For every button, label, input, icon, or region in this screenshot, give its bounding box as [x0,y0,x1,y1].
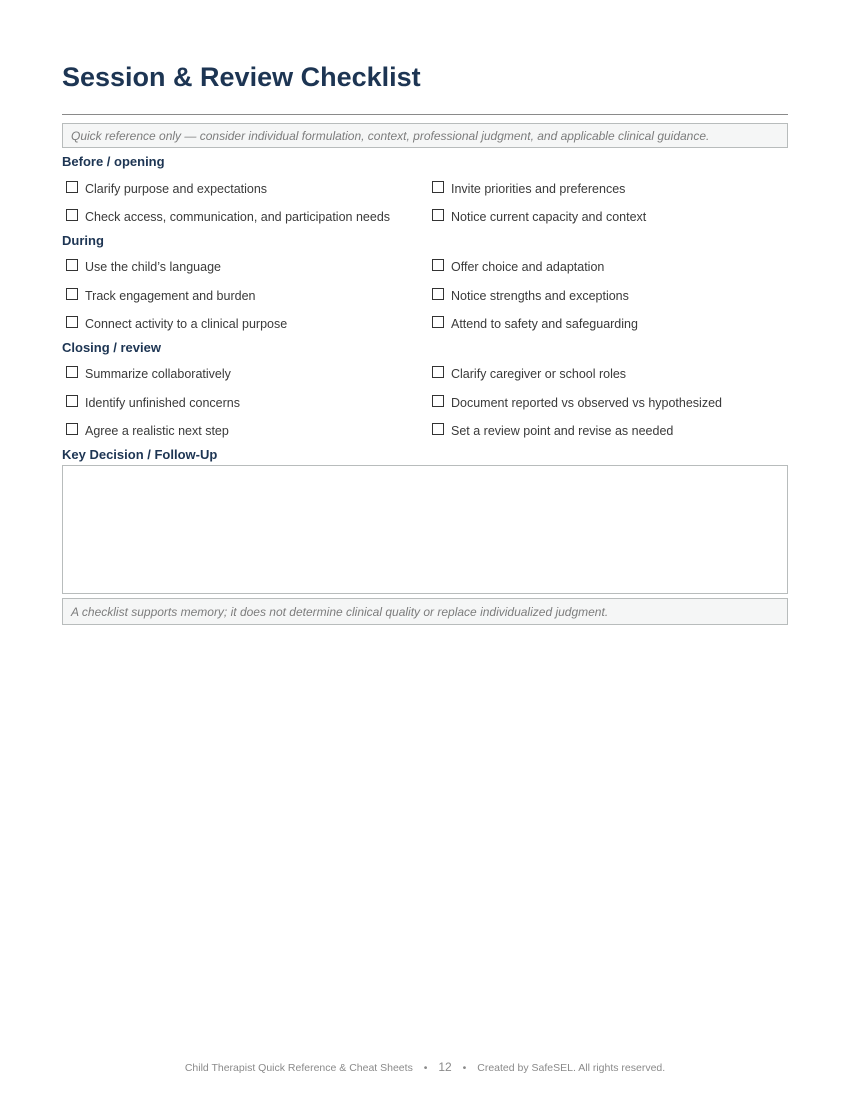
checklist-item[interactable] [66,316,287,332]
section-heading-closing-review: Closing / review [62,340,161,355]
title-divider [62,114,788,115]
checklist-item[interactable] [66,181,267,197]
checklist-item-label: Use the child’s language [85,260,221,274]
checkbox[interactable] [432,366,444,378]
key-decision-notes-area[interactable] [62,465,788,594]
section-heading-during: During [62,233,104,248]
checkbox[interactable] [432,288,444,300]
checkbox[interactable] [432,316,444,328]
checkbox[interactable] [66,209,78,221]
checkbox[interactable] [432,181,444,193]
checkbox[interactable] [66,288,78,300]
checklist-item-label: Invite priorities and preferences [451,182,626,196]
footer-separator: • [462,1062,467,1074]
checklist-item-label: Notice strengths and exceptions [451,289,629,303]
checkbox[interactable] [66,259,78,271]
section-heading-before-opening: Before / opening [62,154,165,169]
checkbox[interactable] [432,209,444,221]
checkbox[interactable] [432,259,444,271]
checklist-item-label: Check access, communication, and participation needs [85,210,391,224]
checklist-item-label: Clarify purpose and expectations [85,182,268,196]
checklist-item[interactable] [432,209,646,225]
checklist-item-label: Offer choice and adaptation [451,260,605,274]
checkbox[interactable] [432,423,444,435]
checklist-item-label: Identify unfinished concerns [85,396,240,410]
checkbox[interactable] [66,423,78,435]
footer-separator: • [423,1062,428,1074]
checklist-item-label: Connect activity to a clinical purpose [85,317,288,331]
checklist-item[interactable] [432,288,629,304]
footer-title: Child Therapist Quick Reference & Cheat Sheets [184,1062,413,1074]
checklist-item[interactable] [432,395,722,411]
checklist-item-label: Attend to safety and safeguarding [451,317,638,331]
checklist-item[interactable] [66,423,229,439]
page-title: Session & Review Checklist [62,62,421,92]
checkbox[interactable] [66,366,78,378]
checklist-item[interactable] [432,316,638,332]
section-heading-key-decision: Key Decision / Follow-Up [62,447,218,462]
checklist-item-label: Set a review point and revise as needed [451,424,674,438]
checklist-item[interactable] [432,423,673,439]
checklist-item-label: Summarize collaboratively [85,367,231,381]
checklist-item[interactable] [432,181,625,197]
checklist-item[interactable] [66,288,255,304]
checklist-item-label: Track engagement and burden [85,289,256,303]
checklist-item[interactable] [432,259,604,275]
checklist-item-label: Clarify caregiver or school roles [451,367,627,381]
checklist-item[interactable] [66,259,221,275]
quick-reference-note: Quick reference only — consider individual formulation, context, professional judgment, and applicable clinical guidance. [62,123,788,148]
checkbox[interactable] [66,316,78,328]
checklist-disclaimer-note: A checklist supports memory; it does not determine clinical quality or replace individualized judgment. [62,598,788,625]
checklist-item-label: Notice current capacity and context [451,210,647,224]
checklist-item[interactable] [66,209,390,225]
checklist-item[interactable] [66,395,240,411]
footer-copyright: Created by SafeSEL. All rights reserved. [477,1062,666,1074]
checkbox[interactable] [66,181,78,193]
checkbox[interactable] [66,395,78,407]
checklist-item[interactable] [432,366,626,382]
page-number: 12 [438,1060,452,1074]
page-footer [0,1060,850,1075]
checklist-item[interactable] [66,366,231,382]
checkbox[interactable] [432,395,444,407]
checklist-item-label: Document reported vs observed vs hypothesized [451,396,722,410]
checklist-item-label: Agree a realistic next step [85,424,229,438]
